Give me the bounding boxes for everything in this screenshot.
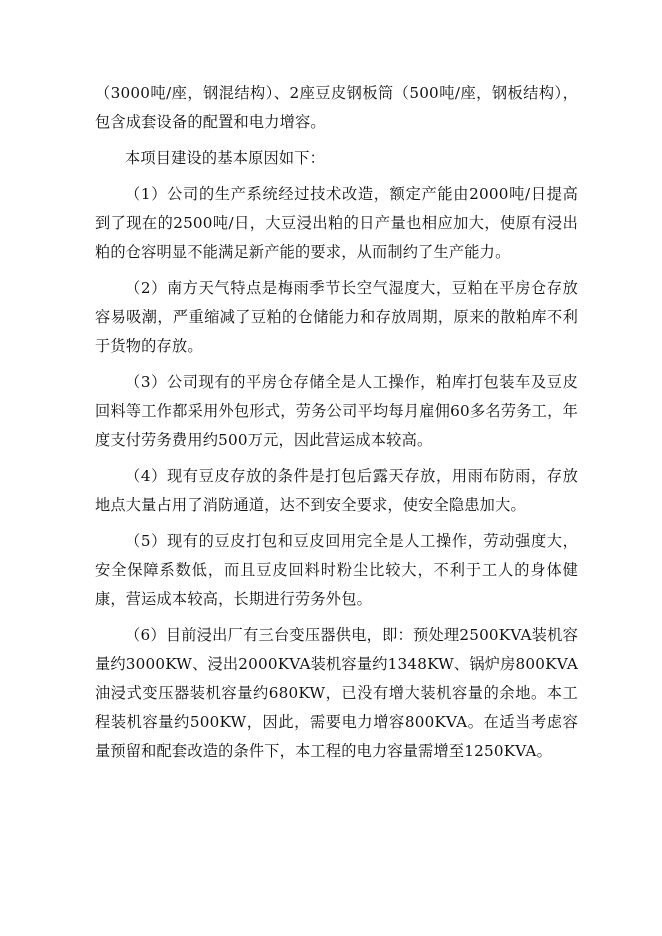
- paragraph-reason-6: （6）目前浸出厂有三台变压器供电，即：预处理2500KVA装机容量约3000KW、浸出2000KVA装机容量约1348KW、锅炉房800KVA油浸式变压器装机容量约680KW，已没有增大装机容量的余地。本工程装机容量约500KW，因此，需要电力增容800KVA。在适当考虑容量预留和配套改造的条件下，本工程的电力容量需增至1250KVA。: [95, 626, 578, 760]
- paragraph-continuation: （3000吨/座，钢混结构）、2座豆皮钢板筒（500吨/座，钢板结构），包含成套设备的配置和电力增容。: [95, 84, 578, 131]
- paragraph-reason-3: （3）公司现有的平房仓存储全是人工操作，粕库打包装车及豆皮回料等工作都采用外包形式，劳务公司平均每月雇佣60多名劳务工，年度支付劳务费用约500万元，因此营运成本较高。: [95, 373, 578, 449]
- paragraph-reason-5: （5）现有的豆皮打包和豆皮回用完全是人工操作，劳动强度大，安全保障系数低，而且豆皮回料时粉尘比较大，不利于工人的身体健康，营运成本较高，长期进行劳务外包。: [95, 532, 578, 608]
- paragraph-reason-1: （1）公司的生产系统经过技术改造，额定产能由2000吨/日提高到了现在的2500吨/日，大豆浸出粕的日产量也相应加大，使原有浸出粕的仓容明显不能满足新产能的要求，从而制约了生产能力。: [95, 185, 578, 261]
- paragraph-reason-4: （4）现有豆皮存放的条件是打包后露天存放，用雨布防雨，存放地点大量占用了消防通道，达不到安全要求，使安全隐患加大。: [95, 467, 578, 514]
- paragraph-intro: 本项目建设的基本原因如下：: [125, 149, 326, 167]
- document-body: [95, 79, 578, 766]
- paragraph-reason-2: （2）南方天气特点是梅雨季节长空气湿度大，豆粕在平房仓存放容易吸潮，严重缩减了豆粕的仓储能力和存放周期，原来的散粕库不利于货物的存放。: [95, 279, 578, 355]
